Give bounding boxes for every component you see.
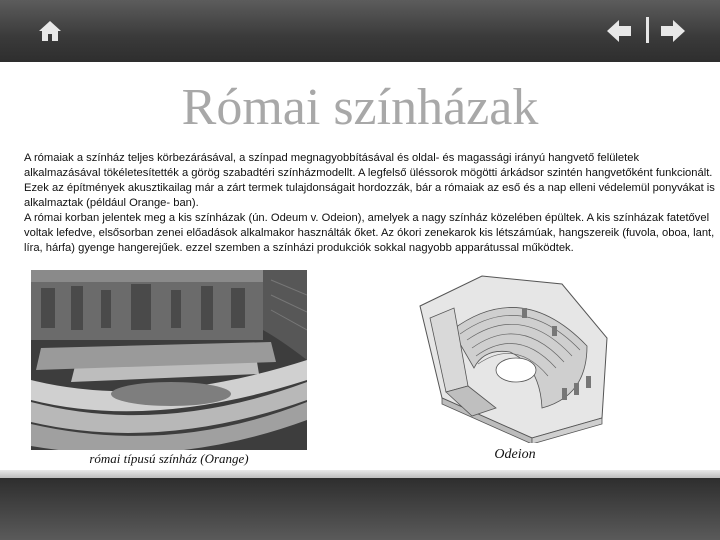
- paragraph-roman-theatres: A rómaiak a színház teljes körbezárásával, a színpad megnagyobbításával és oldal- és magassági irányú hangvető felületek alkalmazásával tökéletesítették a görög szabadtéri színházmodellt. A legfelső üléssorok mögötti árkádsor szintén hangvetőként funkcionált. Ezek az építmények akusztikailag már a zárt termek tulajdonságait hordozzák, bár a rómaiak az eső és a nap elleni védelemül ponyvákat is alkalmaztak (például Orange- ban).: [24, 152, 715, 209]
- orange-theatre-photo: [31, 270, 307, 470]
- paragraph-odeion: A római korban jelentek meg a kis színházak (ún. Odeum v. Odeion), amelyek a nagy színház közelében épültek. A kis színházak fatetővel voltak lefedve, elsősorban zenei előadások alkalmakor használták őket. Az ókori zenekarok kis létszámúak, hangszereik (fuvola, oboa, lant, líra, hárfa) gyenge hangerejűek. ezzel szemben a színházi produkciók sokkal nagyobb apparátussal működtek.: [24, 212, 715, 254]
- bottom-strip: [0, 470, 720, 478]
- odeion-illustration: [412, 268, 617, 443]
- arrow-left-icon[interactable]: [606, 19, 632, 43]
- nav-separator: [646, 17, 649, 43]
- orange-theatre-image: [31, 270, 307, 450]
- slide-body: [24, 151, 718, 256]
- slide-title: Római színházak: [181, 79, 539, 136]
- arrow-right-icon[interactable]: [660, 19, 686, 43]
- bottom-bar: [0, 478, 720, 540]
- odeion-caption: Odeion: [494, 447, 536, 462]
- orange-theatre-caption: római típusú színház (Orange): [89, 451, 249, 466]
- home-icon[interactable]: [38, 20, 62, 42]
